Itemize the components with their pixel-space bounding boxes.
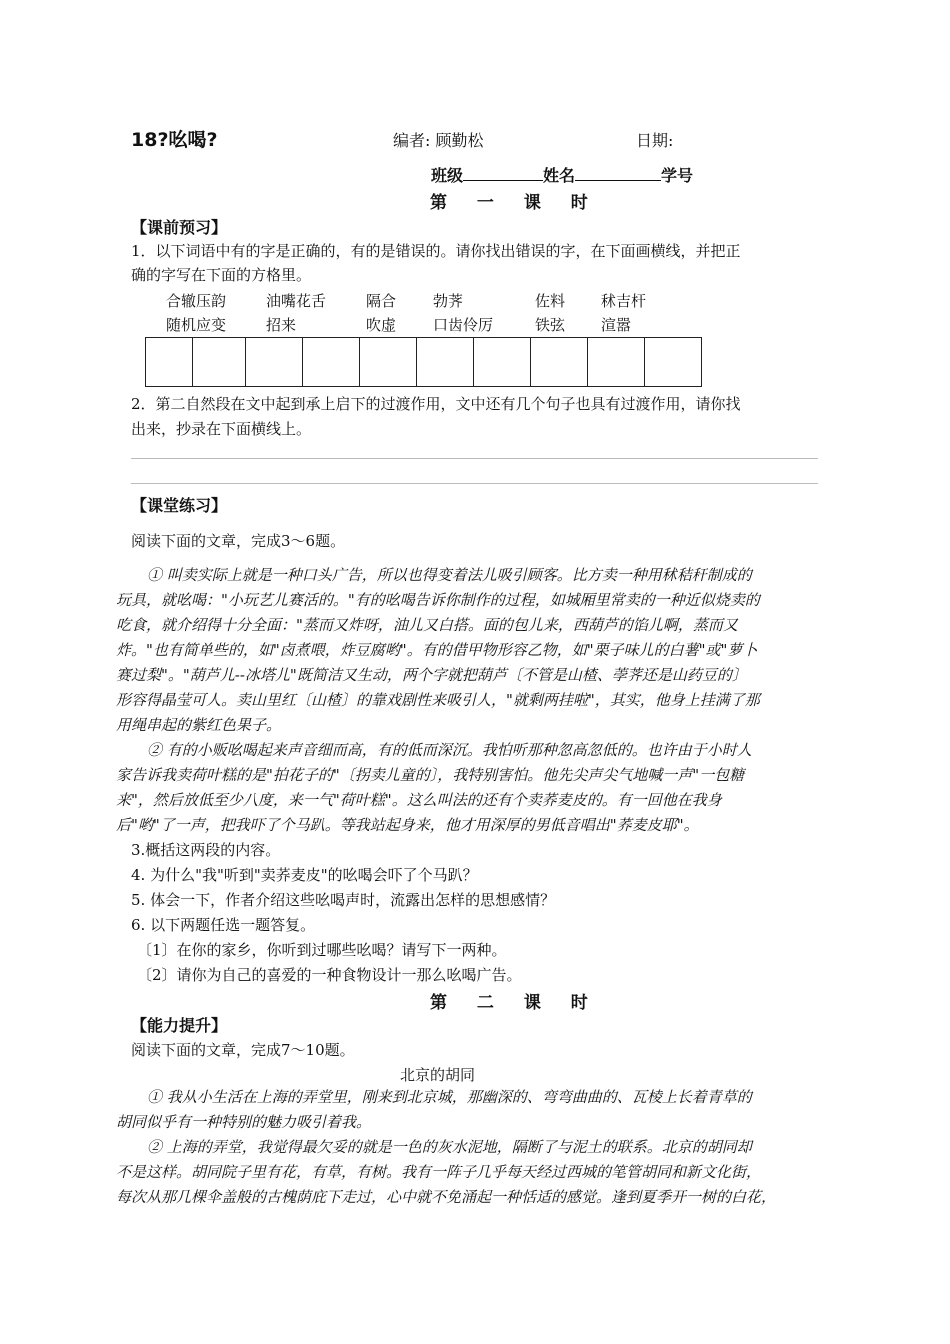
text-line: 形容得晶莹可人。卖山里红〔山楂〕的靠戏剧性来吸引人，"就剩两挂啦"，其实，他身上挂满了那 xyxy=(116,691,760,709)
text-line: ① 叫卖实际上就是一种口头广告，所以也得变着法儿吸引顾客。比方卖一种用秫秸秆制成的 xyxy=(147,566,752,584)
ability-paragraph-1 xyxy=(116,1085,846,1135)
word-item: 口齿伶厉 xyxy=(433,316,494,334)
author-label: 编者: 顾勤松 xyxy=(393,131,484,150)
text-line: ① 我从小生活在上海的弄堂里，刚来到北京城，那幽深的、弯弯曲曲的、瓦棱上长着青草的 xyxy=(147,1088,752,1106)
answer-grid xyxy=(145,337,702,387)
answer-box[interactable] xyxy=(303,338,360,387)
date-label: 日期: xyxy=(636,131,674,150)
question-5: 5. 体会一下，作者介绍这些吆喝声时，流露出怎样的思想感情？ xyxy=(131,891,556,909)
answer-box[interactable] xyxy=(474,338,531,387)
word-item: 合辙压韵 xyxy=(166,292,227,310)
id-label: 学号 xyxy=(661,166,694,185)
class-blank[interactable] xyxy=(463,164,543,181)
question-6-option-2: 〔2〕请你为自己的喜爱的一种食物设计一那么吆喝广告。 xyxy=(137,966,522,984)
question-4: 4. 为什么"我"听到"卖荞麦皮"的吆喝会吓了个马趴？ xyxy=(131,866,478,884)
text-line: 不是这样。胡同院子里有花，有草，有树。我有一阵子几乎每天经过西城的笔管胡同和新文化街， xyxy=(116,1163,762,1181)
lesson1-heading: 第 一 课 时 xyxy=(430,193,594,213)
name-blank[interactable] xyxy=(575,164,661,181)
q1-text-line1: 1．以下词语中有的字是正确的，有的是错误的。请你找出错误的字，在下面画横线，并把正 xyxy=(131,242,741,260)
word-item: 吹虚 xyxy=(366,316,397,334)
name-label: 姓名 xyxy=(543,166,576,185)
q2-text-line2: 出来，抄录在下面横线上。 xyxy=(131,420,312,438)
text-line: 吃食，就介绍得十分全面："蒸而又炸呀，油儿又白搭。面的包儿来，西葫芦的馅儿啊，蒸而又 xyxy=(116,616,738,634)
practice-label: 【课堂练习】 xyxy=(131,496,228,515)
word-item: 隔合 xyxy=(366,292,397,310)
worksheet-title: 18?吆喝? xyxy=(131,129,218,151)
ability-intro: 阅读下面的文章，完成7～10题。 xyxy=(131,1041,355,1059)
text-line: ② 上海的弄堂，我觉得最欠妥的就是一色的灰水泥地，隔断了与泥土的联系。北京的胡同却 xyxy=(147,1138,752,1156)
answer-line[interactable] xyxy=(131,458,818,459)
text-line: 炸。"也有简单些的，如"卤煮喂，炸豆腐哟"。有的借甲物形容乙物，如"栗子味儿的白薯"或"萝卜 xyxy=(116,641,758,659)
question-6-option-1: 〔1〕在你的家乡，你听到过哪些吆喝？请写下一两种。 xyxy=(137,941,507,959)
word-item: 秫吉杆 xyxy=(601,292,647,310)
q1-text-line2: 确的字写在下面的方格里。 xyxy=(131,266,312,284)
text-line: 玩具，就吆喝："小玩艺儿赛活的。"有的吆喝告诉你制作的过程，如城厢里常卖的一种近似烧卖的 xyxy=(116,591,760,609)
text-line: ② 有的小贩吆喝起来声音细而高，有的低而深沉。我怕听那种忽高忽低的。也许由于小时人 xyxy=(147,741,752,759)
word-item: 招来 xyxy=(266,316,297,334)
article-title: 北京的胡同 xyxy=(400,1066,476,1084)
preview-label: 【课前预习】 xyxy=(131,218,228,237)
practice-paragraph-2 xyxy=(116,738,846,838)
text-line: 后"哟"了一声，把我吓了个马趴。等我站起身来，他才用深厚的男低音唱出"荞麦皮耶"。 xyxy=(116,816,699,834)
student-info-row xyxy=(431,163,693,186)
text-line: 每次从那几棵伞盖般的古槐荫庇下走过，心中就不免涌起一种恬适的感觉。逢到夏季开一树的白花， xyxy=(116,1188,777,1206)
word-item: 渲嚣 xyxy=(601,316,632,334)
word-item: 佐料 xyxy=(535,292,566,310)
class-label: 班级 xyxy=(431,166,464,185)
question-6: 6. 以下两题任选一题答复。 xyxy=(131,916,316,934)
answer-box[interactable] xyxy=(246,338,303,387)
practice-questions xyxy=(131,838,831,988)
word-item: 油嘴花舌 xyxy=(266,292,327,310)
word-item: 勃荠 xyxy=(433,292,464,310)
ability-label: 【能力提升】 xyxy=(131,1016,228,1035)
q2-text-line1: 2．第二自然段在文中起到承上启下的过渡作用，文中还有几个句子也具有过渡作用，请你找 xyxy=(131,395,741,413)
text-line: 家告诉我卖荷叶糕的是"拍花子的"〔拐卖儿童的〕，我特别害怕。他先尖声尖气地喊一声"一包糖 xyxy=(116,766,745,784)
answer-box[interactable] xyxy=(193,338,246,387)
answer-box[interactable] xyxy=(588,338,645,387)
practice-intro: 阅读下面的文章，完成3～6题。 xyxy=(131,532,346,550)
text-line: 用绳串起的紫红色果子。 xyxy=(116,716,282,734)
word-item: 随机应变 xyxy=(166,316,227,334)
word-item: 铁弦 xyxy=(535,316,566,334)
answer-box[interactable] xyxy=(417,338,474,387)
answer-box[interactable] xyxy=(531,338,588,387)
ability-paragraph-2 xyxy=(116,1135,856,1210)
text-line: 胡同似乎有一种特别的魅力吸引着我。 xyxy=(116,1113,372,1131)
text-line: 来"，然后放低至少八度，来一气"荷叶糕"。这么叫法的还有个卖荞麦皮的。有一回他在我身 xyxy=(116,791,722,809)
text-line: 赛过梨"。"葫芦儿--冰塔儿"既简洁又生动，两个字就把葫芦〔不管是山楂、荸荠还是山药豆的〕 xyxy=(116,666,747,684)
practice-paragraph-1 xyxy=(116,563,846,738)
answer-box[interactable] xyxy=(146,338,193,387)
answer-box[interactable] xyxy=(360,338,417,387)
question-3: 3.概括这两段的内容。 xyxy=(131,841,281,859)
lesson2-heading: 第 二 课 时 xyxy=(430,993,594,1013)
answer-box[interactable] xyxy=(645,338,702,387)
answer-line[interactable] xyxy=(131,483,818,484)
